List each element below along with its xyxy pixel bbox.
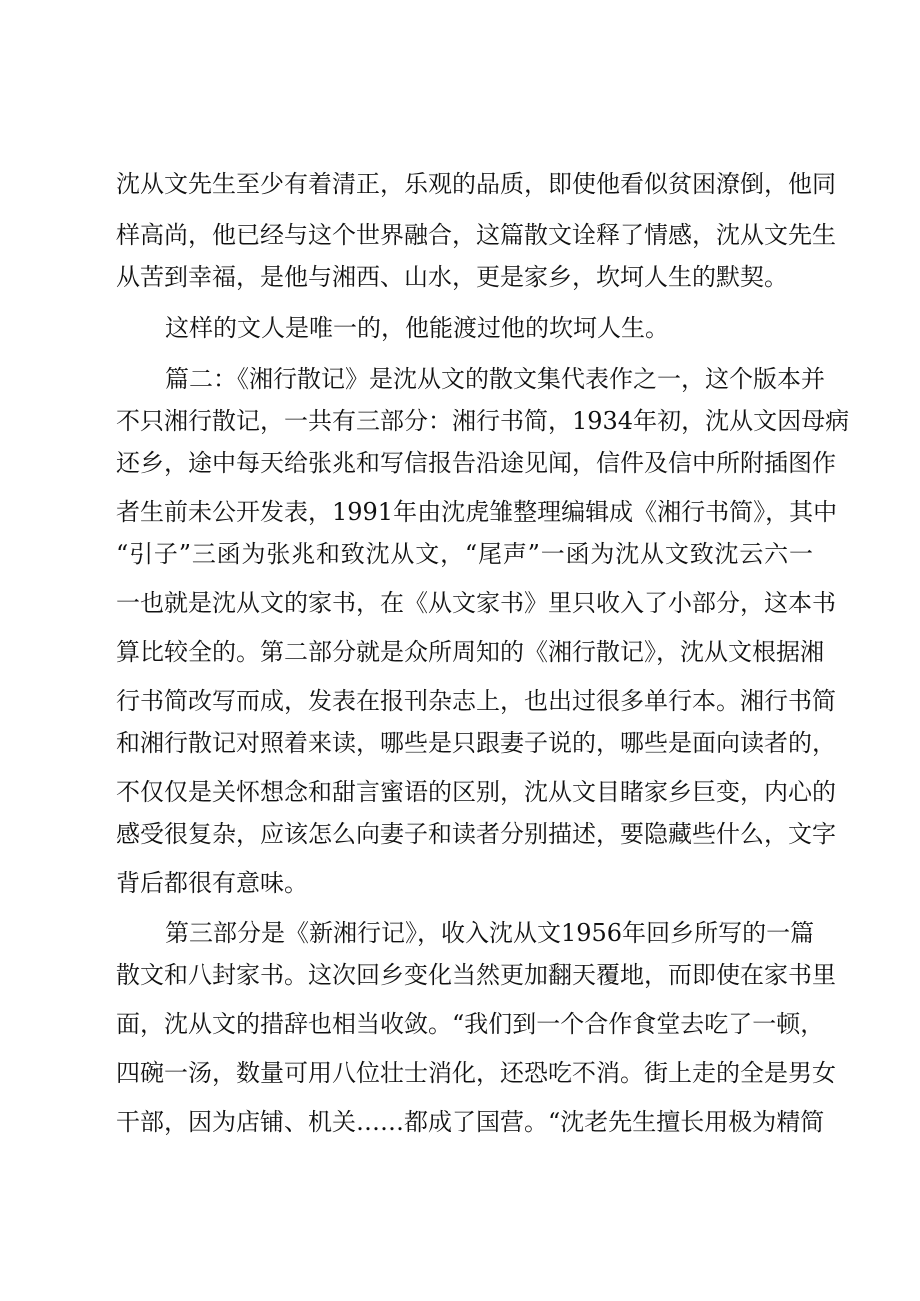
text-line: 一也就是沈从文的家书，在《从文家书》里只收入了小部分，这本书 (116, 589, 836, 617)
text-line: 者生前未公开发表，1991年由沈虎雏整理编辑成《湘行书简》，其中 (116, 498, 838, 526)
text-line: 第三部分是《新湘行记》，收入沈从文1956年回乡所写的一篇 (165, 919, 815, 947)
text-line: 算比较全的。第二部分就是众所周知的《湘行散记》，沈从文根据湘 (116, 638, 824, 666)
text-line: 行书简改写而成，发表在报刊杂志上，也出过很多单行本。湘行书简 (116, 687, 836, 715)
text-line: 不只湘行散记，一共有三部分：湘行书简，1934年初，沈从文因母病 (116, 407, 850, 435)
text-line: 和湘行散记对照着来读，哪些是只跟妻子说的，哪些是面向读者的， (116, 729, 836, 757)
text-line: 不仅仅是关怀想念和甜言蜜语的区别，沈从文目睹家乡巨变，内心的 (116, 778, 836, 806)
text-line: 从苦到幸福，是他与湘西、山水，更是家乡，坎坷人生的默契。 (116, 263, 788, 291)
text-line: 背后都很有意味。 (116, 869, 308, 897)
text-line: 感受很复杂，应该怎么向妻子和读者分别描述，要隐藏些什么，文字 (116, 820, 836, 848)
text-line: 干部，因为店铺、机关……都成了国营。“沈老先生擅长用极为精简 (116, 1108, 825, 1136)
text-line: 这样的文人是唯一的，他能渡过他的坎坷人生。 (165, 314, 669, 342)
text-line: 篇二：《湘行散记》是沈从文的散文集代表作之一，这个版本并 (165, 365, 825, 393)
text-line: “引子”三函为张兆和致沈从文，“尾声”一函为沈从文致沈云六一 (116, 540, 813, 568)
text-line: 样高尚，他已经与这个世界融合，这篇散文诠释了情感，沈从文先生 (116, 221, 836, 249)
text-line: 还乡，途中每天给张兆和写信报告沿途见闻，信件及信中所附插图作 (116, 449, 836, 477)
text-line: 四碗一汤，数量可用八位壮士消化，还恐吃不消。街上走的全是男女 (116, 1059, 836, 1087)
text-line: 沈从文先生至少有着清正，乐观的品质，即使他看似贫困潦倒，他同 (116, 170, 836, 198)
text-line: 面，沈从文的措辞也相当收敛。“我们到一个合作食堂去吃了一顿， (116, 1010, 825, 1038)
text-line: 散文和八封家书。这次回乡变化当然更加翻天覆地，而即使在家书里 (116, 961, 836, 989)
